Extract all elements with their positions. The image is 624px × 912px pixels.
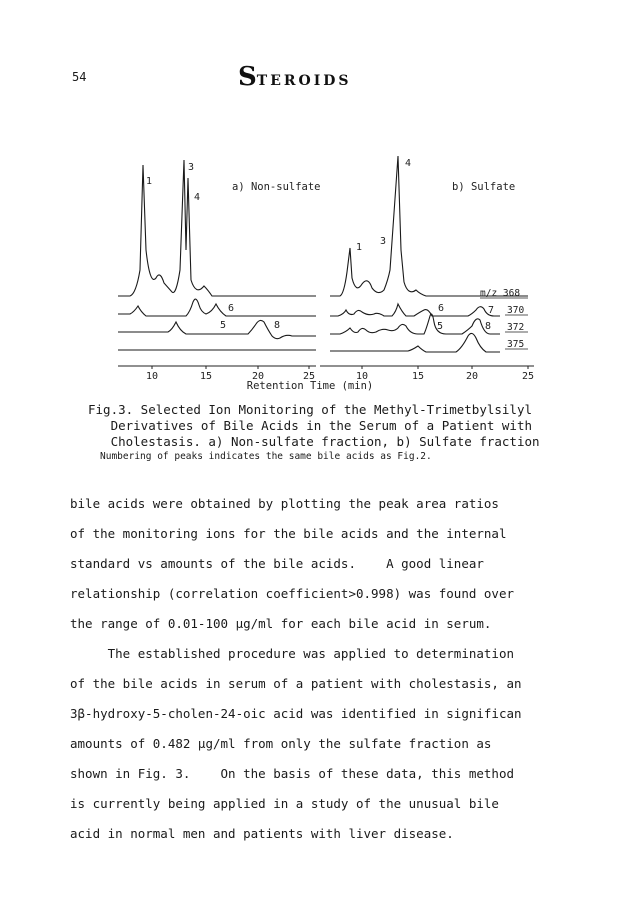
peak-label-a-3: 3 (188, 162, 195, 173)
trace-b-370 (330, 304, 500, 316)
body-line: of the monitoring ions for the bile acids and the internal (70, 526, 507, 541)
journal-title-rest: TEROIDS (256, 73, 352, 89)
figure-caption (88, 402, 568, 464)
peak-label-a-5: 5 (220, 320, 227, 331)
panel-b-label: b) Sulfate (452, 181, 516, 193)
trace-b-368 (330, 156, 528, 296)
journal-title-initial: S (238, 62, 257, 92)
body-line: amounts of 0.482 μg/ml from only the sulfate fraction as (70, 736, 492, 751)
body-line: The established procedure was applied to determination (70, 646, 515, 661)
body-text (70, 489, 570, 849)
tick-label-b-10: 10 (355, 371, 369, 382)
peak-label-b-7: 7 (488, 305, 495, 316)
peak-label-b-3: 3 (380, 236, 387, 247)
tick-label-a-15: 15 (199, 371, 213, 382)
peak-label-b-1: 1 (356, 242, 363, 253)
body-line: bile acids were obtained by plotting the peak area ratios (70, 496, 499, 511)
peak-label-a-1: 1 (146, 176, 153, 187)
trace-a-370 (118, 299, 316, 316)
body-line: standard vs amounts of the bile acids. A good linear (70, 556, 484, 571)
caption-line-1: Fig.3. Selected Ion Monitoring of the Methyl-Trimetbylsilyl (88, 402, 533, 417)
trace-b-375 (330, 333, 500, 352)
x-axis-label: Retention Time (min) (246, 380, 374, 392)
mz-label-375: 375 (507, 339, 525, 350)
caption-line-3: Cholestasis. a) Non-sulfate fraction, b) Sulfate fraction (88, 434, 540, 449)
body-line: acid in normal men and patients with liver disease. (70, 826, 454, 841)
body-line: shown in Fig. 3. On the basis of these data, this method (70, 766, 515, 781)
body-line: the range of 0.01-100 μg/ml for each bile acid in serum. (70, 616, 492, 631)
chromatogram-figure (0, 0, 624, 400)
mz-label-370: 370 (507, 305, 525, 316)
peak-label-a-4: 4 (194, 192, 201, 203)
peak-label-b-6: 6 (438, 303, 445, 314)
peak-label-a-8: 8 (274, 320, 281, 331)
body-line: relationship (correlation coefficient>0.998) was found over (70, 586, 515, 601)
tick-label-a-20: 20 (251, 371, 265, 382)
tick-label-a-10: 10 (145, 371, 159, 382)
page-number: 54 (72, 70, 87, 84)
tick-label-b-15: 15 (411, 371, 425, 382)
peak-label-b-4: 4 (405, 158, 412, 169)
mz-label-368: m/z 368 (480, 288, 521, 299)
mz-label-372: 372 (507, 322, 525, 333)
peak-label-b-5: 5 (437, 321, 444, 332)
peak-label-a-6: 6 (228, 303, 235, 314)
body-line: of the bile acids in serum of a patient with cholestasis, an (70, 676, 522, 691)
body-line: 3β-hydroxy-5-cholen-24-oic acid was identified in significan (70, 706, 522, 721)
tick-label-a-25: 25 (302, 371, 316, 382)
panel-a-label: a) Non-sulfate (232, 181, 321, 193)
tick-label-b-20: 20 (465, 371, 479, 382)
trace-a-372 (118, 320, 316, 338)
caption-line-2: Derivatives of Bile Acids in the Serum of a Patient with (88, 418, 533, 433)
trace-b-372 (330, 314, 500, 334)
caption-note: Numbering of peaks indicates the same bile acids as Fig.2. (100, 451, 432, 462)
body-line: is currently being applied in a study of the unusual bile (70, 796, 499, 811)
peak-label-b-8: 8 (485, 321, 492, 332)
tick-label-b-25: 25 (521, 371, 535, 382)
